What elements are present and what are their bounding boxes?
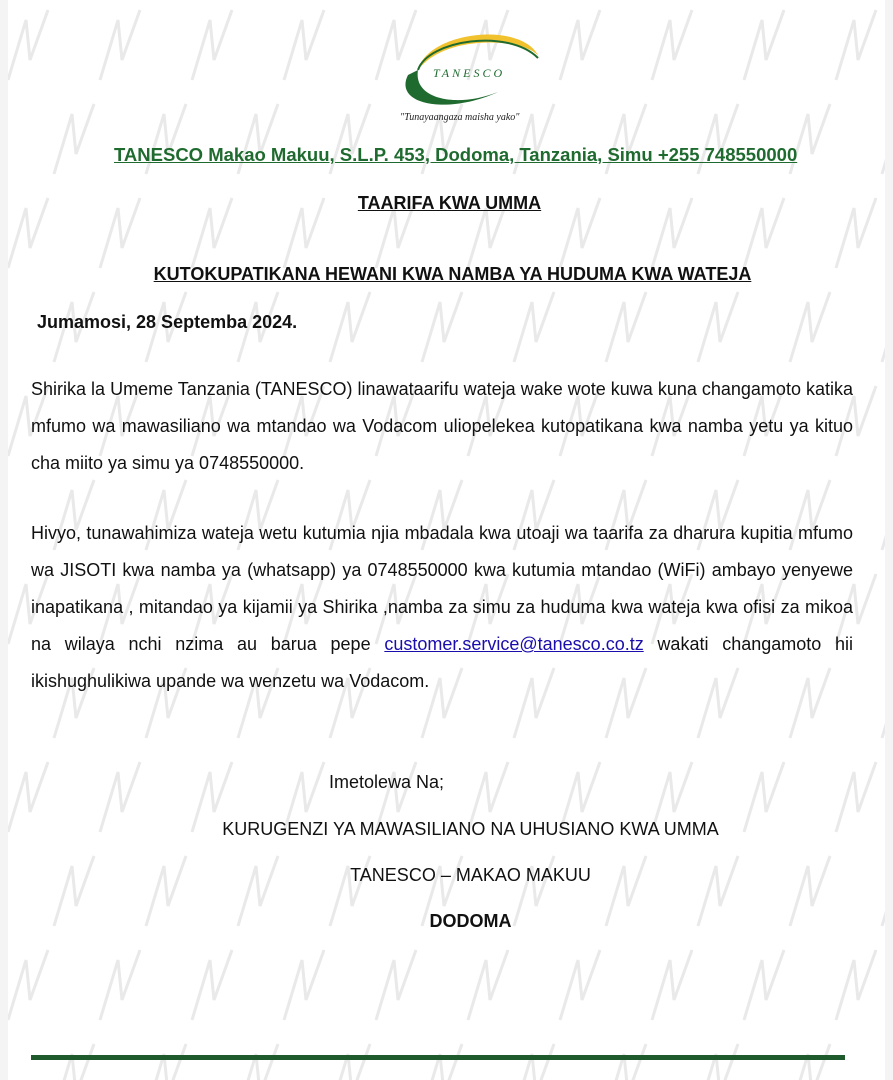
paragraph-2-text: Hivyo, tunawahimiza wateja wetu kutumia njia mbadala kwa utoaji wa taarifa za dharura kupitia mfumo wa JISOTI kwa namba ya (whatsapp) ya 0748550000 kwa kutumia mtandao (WiFi) ambayo yenyewe inapatikana , mitandao ya kijamii ya Shirika ,namba za simu za huduma kwa wateja kwa ofisi za mikoa na wilaya nchi nzima au barua pepe bbox=[31, 523, 853, 654]
watermark-mark bbox=[422, 1044, 462, 1080]
footer-divider bbox=[31, 1055, 845, 1060]
watermark-mark bbox=[422, 292, 462, 362]
watermark-mark bbox=[606, 1044, 646, 1080]
watermark-mark bbox=[882, 1044, 885, 1080]
watermark-mark bbox=[560, 950, 600, 1020]
body-paragraph-1: Shirika la Umeme Tanzania (TANESCO) linawataarifu wateja wake wote kuwa kuna changamoto katika mfumo wa mawasiliano wa mtandao wa Vodacom uliopelekea kutopatikana kwa namba yetu ya kituo cha miito ya simu ya 0748550000. bbox=[31, 379, 853, 473]
watermark-mark bbox=[882, 292, 885, 362]
notice-date: Jumamosi, 28 Septemba 2024. bbox=[37, 312, 298, 332]
watermark-mark bbox=[146, 1044, 186, 1080]
watermark-mark bbox=[100, 950, 140, 1020]
watermark-mark bbox=[652, 950, 692, 1020]
watermark-mark bbox=[882, 480, 885, 550]
watermark-mark bbox=[744, 10, 784, 80]
office-address: TANESCO Makao Makuu, S.L.P. 453, Dodoma, Tanzania, Simu +255 748550000 bbox=[114, 144, 798, 165]
watermark-mark bbox=[790, 1044, 830, 1080]
email-link[interactable]: customer.service@tanesco.co.tz bbox=[384, 634, 644, 654]
watermark-mark bbox=[560, 10, 600, 80]
watermark-mark bbox=[698, 292, 738, 362]
tanesco-logo bbox=[388, 20, 548, 130]
watermark-mark bbox=[54, 104, 94, 174]
svg-text:"Tunayaangaza maisha yako": "Tunayaangaza maisha yako" bbox=[400, 112, 520, 123]
watermark-mark bbox=[836, 950, 876, 1020]
watermark-mark bbox=[376, 950, 416, 1020]
watermark-mark bbox=[8, 10, 48, 80]
watermark-mark bbox=[54, 1044, 94, 1080]
watermark-mark bbox=[284, 950, 324, 1020]
watermark-mark bbox=[192, 10, 232, 80]
issuing-office: TANESCO – MAKAO MAKUU bbox=[350, 865, 591, 885]
watermark-mark bbox=[238, 1044, 278, 1080]
watermark-mark bbox=[606, 292, 646, 362]
watermark-mark bbox=[330, 292, 370, 362]
issuing-city: DODOMA bbox=[429, 911, 512, 931]
notice-headline: KUTOKUPATIKANA HEWANI KWA NAMBA YA HUDUMA KWA WATEJA bbox=[153, 264, 752, 284]
watermark-mark bbox=[330, 1044, 370, 1080]
watermark-mark bbox=[882, 668, 885, 738]
watermark-mark bbox=[100, 10, 140, 80]
issued-by-label: Imetolewa Na; bbox=[328, 772, 445, 792]
watermark-mark bbox=[192, 950, 232, 1020]
watermark-mark bbox=[514, 1044, 554, 1080]
watermark-mark bbox=[744, 950, 784, 1020]
watermark-mark bbox=[8, 950, 48, 1020]
watermark-mark bbox=[836, 10, 876, 80]
issuing-department: KURUGENZI YA MAWASILIANO NA UHUSIANO KWA UMMA bbox=[222, 819, 719, 839]
watermark-mark bbox=[284, 10, 324, 80]
watermark-mark bbox=[698, 1044, 738, 1080]
notice-type-heading: TAARIFA KWA UMMA bbox=[357, 193, 542, 213]
watermark-mark bbox=[882, 104, 885, 174]
paragraph-2-tail: wakati changamoto hii ikishughulikiwa upande wa wenzetu wa Vodacom. bbox=[31, 634, 854, 691]
watermark-mark bbox=[652, 10, 692, 80]
document-page bbox=[8, 0, 885, 1080]
watermark-mark bbox=[468, 950, 508, 1020]
body-paragraph-2 bbox=[31, 515, 853, 700]
watermark-mark bbox=[514, 292, 554, 362]
watermark-mark bbox=[790, 292, 830, 362]
svg-text:TANESCO: TANESCO bbox=[433, 66, 506, 80]
